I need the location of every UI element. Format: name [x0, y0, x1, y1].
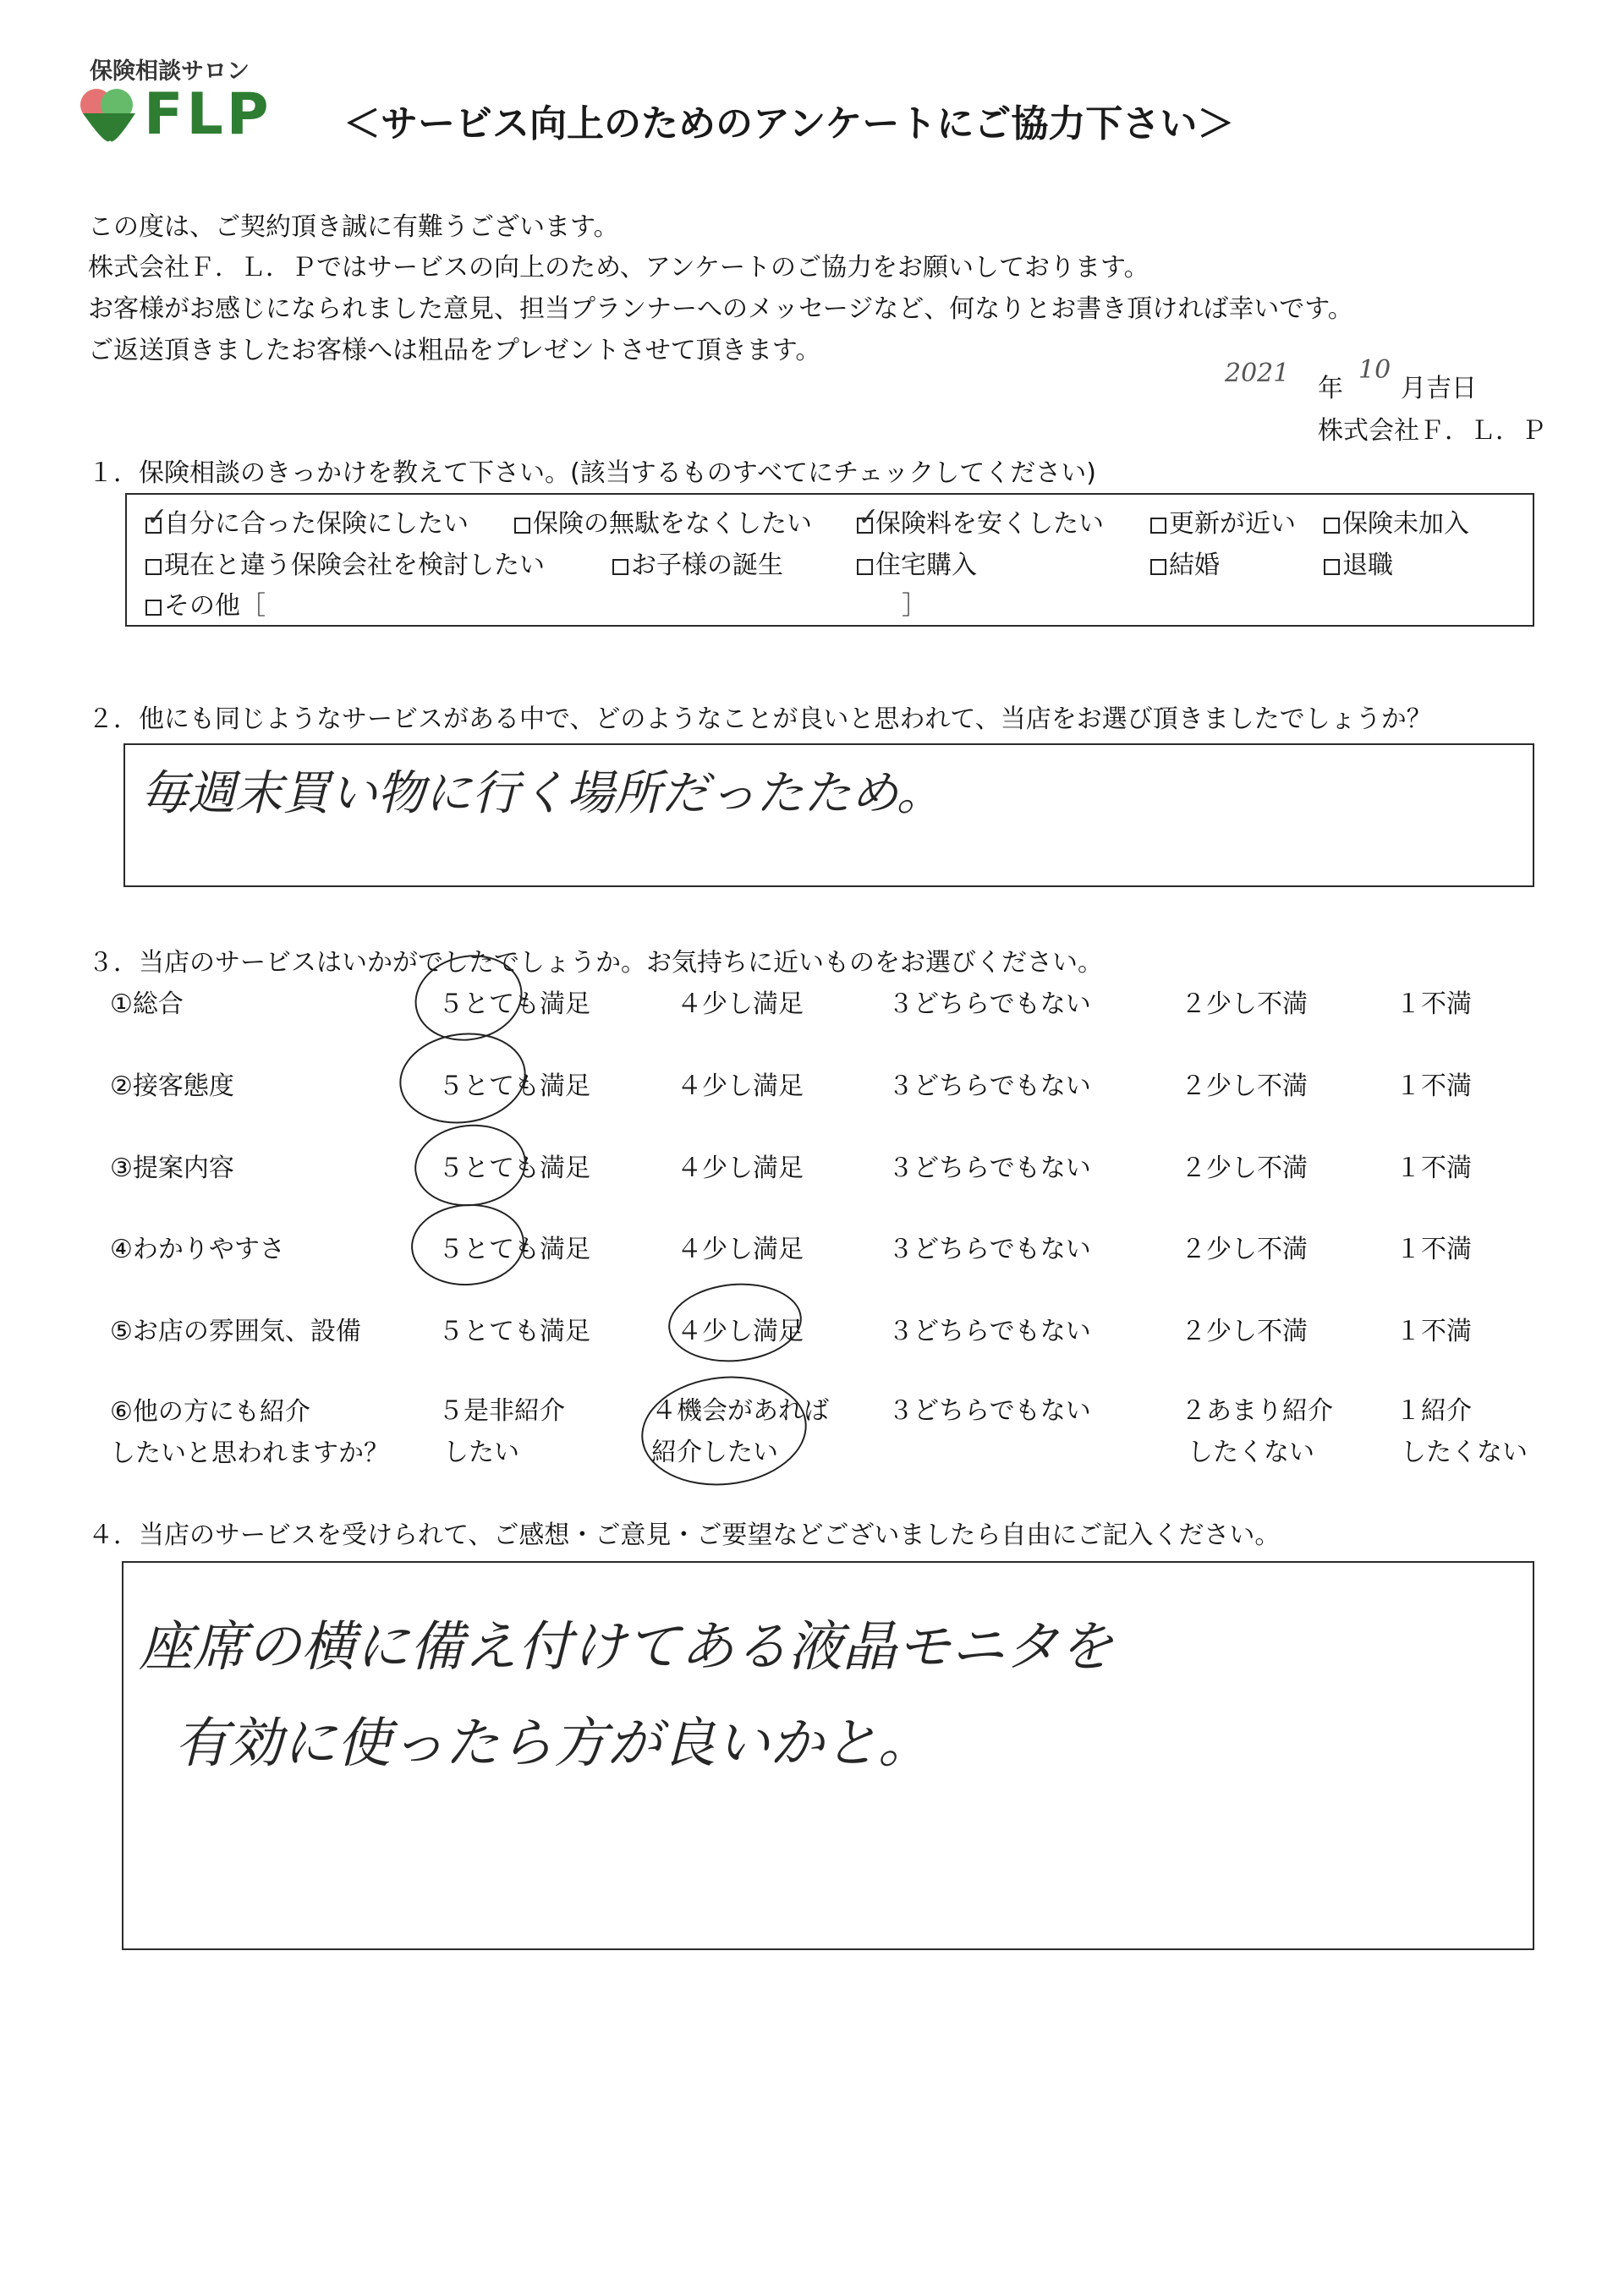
option-line2: 紹介したい: [651, 1438, 778, 1467]
option-line2: したくない: [1401, 1438, 1528, 1467]
q3-row-label: ⑤お店の雰囲気、設備: [110, 1317, 361, 1346]
q1-option-other-company[interactable]: [145, 544, 545, 581]
rating-option-3[interactable]: ３どちらでもない: [888, 1071, 1091, 1101]
rating-option-3[interactable]: ３どちらでもない: [888, 1317, 1091, 1346]
brand-logo: FLP: [144, 81, 272, 148]
rating-option-1[interactable]: [1396, 1390, 1528, 1473]
date-year-label: 年: [1318, 374, 1343, 403]
q1-other-close-bracket: ］: [902, 591, 927, 621]
option-line2: したくない: [1188, 1438, 1314, 1467]
q4-title: ４．当店のサービスを受けられて、ご感想・ご意見・ご要望などございましたら自由にご記入ください。: [88, 1521, 1281, 1550]
option-label: 退職: [1342, 551, 1393, 580]
intro-line-2: 株式会社Ｆ．Ｌ．Ｐではサービスの向上のため、アンケートのご協力をお願いしております。: [88, 253, 1149, 282]
q1-option-reduce-waste[interactable]: [514, 502, 812, 540]
rating-option-2[interactable]: ２少し不満: [1181, 989, 1308, 1019]
checkbox-icon[interactable]: [145, 600, 162, 616]
checkbox-icon[interactable]: [1150, 518, 1166, 534]
option-label: その他［: [164, 591, 266, 621]
option-label: 結婚: [1169, 551, 1220, 580]
company-name: 株式会社Ｆ．Ｌ．Ｐ: [1318, 416, 1546, 446]
q3-row-label-line2: したいと思われますか？: [110, 1438, 389, 1468]
intro-line-4: ご返送頂きましたお客様へは粗品をプレゼントさせて頂きます。: [88, 336, 821, 365]
brand-subtitle: 保険相談サロン: [90, 58, 250, 85]
option-line1: ３どちらでもない: [888, 1396, 1091, 1426]
checkbox-icon[interactable]: [514, 518, 530, 534]
date-year-handwritten: 2021: [1225, 359, 1290, 388]
rating-option-1[interactable]: １不満: [1396, 1153, 1472, 1183]
date-month-label: 月吉日: [1401, 374, 1477, 403]
option-line1: １紹介: [1396, 1396, 1472, 1426]
option-label: 保険未加入: [1342, 509, 1469, 539]
rating-option-5[interactable]: ５とても満足: [438, 989, 590, 1019]
q1-option-other[interactable]: [145, 584, 266, 622]
checkbox-icon[interactable]: [612, 559, 628, 575]
checkbox-icon[interactable]: [145, 559, 162, 575]
rating-option-2[interactable]: ２少し不満: [1181, 1071, 1308, 1101]
q4-answer-handwritten-line1: 座席の横に備え付けてある液晶モニタを: [139, 1616, 1113, 1679]
selection-circle: [665, 1278, 804, 1367]
rating-option-4[interactable]: ４少し満足: [677, 1153, 804, 1183]
checkbox-checked-icon[interactable]: ✓: [858, 502, 880, 532]
q4-answer-handwritten-line2: 有効に使ったら方が良いかと。: [174, 1712, 932, 1775]
q1-option-marriage[interactable]: [1150, 544, 1220, 581]
rating-option-4[interactable]: ４少し満足: [677, 1235, 804, 1264]
q1-option-retirement[interactable]: [1324, 544, 1393, 581]
option-label: 保険の無駄をなくしたい: [533, 509, 812, 539]
rating-option-4[interactable]: ４少し満足: [677, 989, 804, 1019]
rating-option-2[interactable]: ２少し不満: [1181, 1153, 1308, 1183]
option-line1: ５是非紹介: [438, 1396, 565, 1426]
selection-circle: [410, 1119, 529, 1211]
rating-option-1[interactable]: １不満: [1396, 1317, 1472, 1346]
rating-option-1[interactable]: １不満: [1396, 989, 1472, 1019]
q2-title: ２．他にも同じようなサービスがある中で、どのようなことが良いと思われて、当店をお選び頂きましたでしょうか？: [88, 704, 1432, 734]
rating-option-3[interactable]: ３どちらでもない: [888, 1235, 1091, 1264]
q1-option-renewal[interactable]: [1150, 502, 1296, 540]
rating-option-3[interactable]: ３どちらでもない: [888, 1153, 1091, 1183]
rating-option-3[interactable]: ３どちらでもない: [888, 989, 1091, 1019]
page-title: ＜サービス向上のためのアンケートにご協力下さい＞: [343, 102, 1235, 145]
rating-option-3[interactable]: [888, 1390, 1091, 1432]
checkbox-icon[interactable]: [1150, 559, 1166, 575]
option-line1: ４機会があれば: [651, 1396, 829, 1426]
checkbox-icon[interactable]: [857, 559, 873, 575]
rating-option-1[interactable]: １不満: [1396, 1071, 1472, 1101]
rating-option-5[interactable]: ５とても満足: [438, 1153, 590, 1183]
option-label: 保険料を安くしたい: [875, 509, 1104, 539]
option-label: 自分に合った保険にしたい: [164, 509, 469, 539]
q2-answer-handwritten: 毎週末買い物に行く場所だったため。: [140, 766, 944, 821]
selection-circle: [409, 1200, 527, 1289]
selection-circle: [636, 1368, 812, 1493]
intro-line-1: この度は、ご契約頂き誠に有難うございます。: [88, 212, 619, 242]
selection-circle: [393, 1025, 531, 1132]
rating-option-2[interactable]: ２少し不満: [1181, 1317, 1308, 1346]
rating-option-5[interactable]: ５とても満足: [438, 1071, 590, 1101]
rating-option-2[interactable]: [1181, 1390, 1333, 1473]
q3-title: ３．当店のサービスはいかがでしたでしょうか。お気持ちに近いものをお選びください。: [88, 948, 1103, 978]
option-label: 住宅購入: [875, 551, 977, 580]
q3-row-label: ⑥他の方にも紹介: [110, 1397, 310, 1427]
q1-option-lower-premium[interactable]: [857, 502, 1104, 540]
q3-row-label: ①総合: [110, 989, 184, 1019]
heart-logo-icon: [76, 85, 144, 144]
q1-title: １．保険相談のきっかけを教えて下さい。(該当するものすべてにチェックしてください): [88, 458, 1096, 488]
q1-option-child-birth[interactable]: [612, 544, 783, 581]
rating-option-4[interactable]: ４少し満足: [677, 1317, 804, 1346]
rating-option-5[interactable]: ５とても満足: [438, 1317, 590, 1346]
q3-row-label: ③提案内容: [110, 1153, 234, 1183]
rating-option-5[interactable]: ５とても満足: [438, 1235, 590, 1264]
q3-row-label: ②接客態度: [110, 1071, 234, 1101]
q1-option-own-insurance[interactable]: [145, 502, 469, 540]
option-label: 更新が近い: [1169, 509, 1296, 539]
checkbox-checked-icon[interactable]: ✓: [146, 502, 168, 532]
rating-option-4[interactable]: ４少し満足: [677, 1071, 804, 1101]
q1-option-house[interactable]: [857, 544, 977, 581]
intro-line-3: お客様がお感じになられました意見、担当プランナーへのメッセージなど、何なりとお書き頂ければ幸いです。: [88, 294, 1353, 324]
q1-option-uninsured[interactable]: [1324, 502, 1469, 540]
rating-option-1[interactable]: １不満: [1396, 1235, 1472, 1264]
date-month-handwritten: 10: [1358, 355, 1391, 385]
checkbox-icon[interactable]: [1324, 518, 1340, 534]
option-line2: したい: [443, 1438, 519, 1467]
rating-option-5[interactable]: [438, 1390, 565, 1473]
option-label: お子様の誕生: [631, 551, 783, 580]
q3-row-label: ④わかりやすさ: [110, 1235, 285, 1264]
checkbox-icon[interactable]: [1324, 559, 1340, 575]
rating-option-2[interactable]: ２少し不満: [1181, 1235, 1308, 1264]
option-line1: ２あまり紹介: [1181, 1396, 1333, 1426]
option-label: 現在と違う保険会社を検討したい: [164, 551, 545, 580]
